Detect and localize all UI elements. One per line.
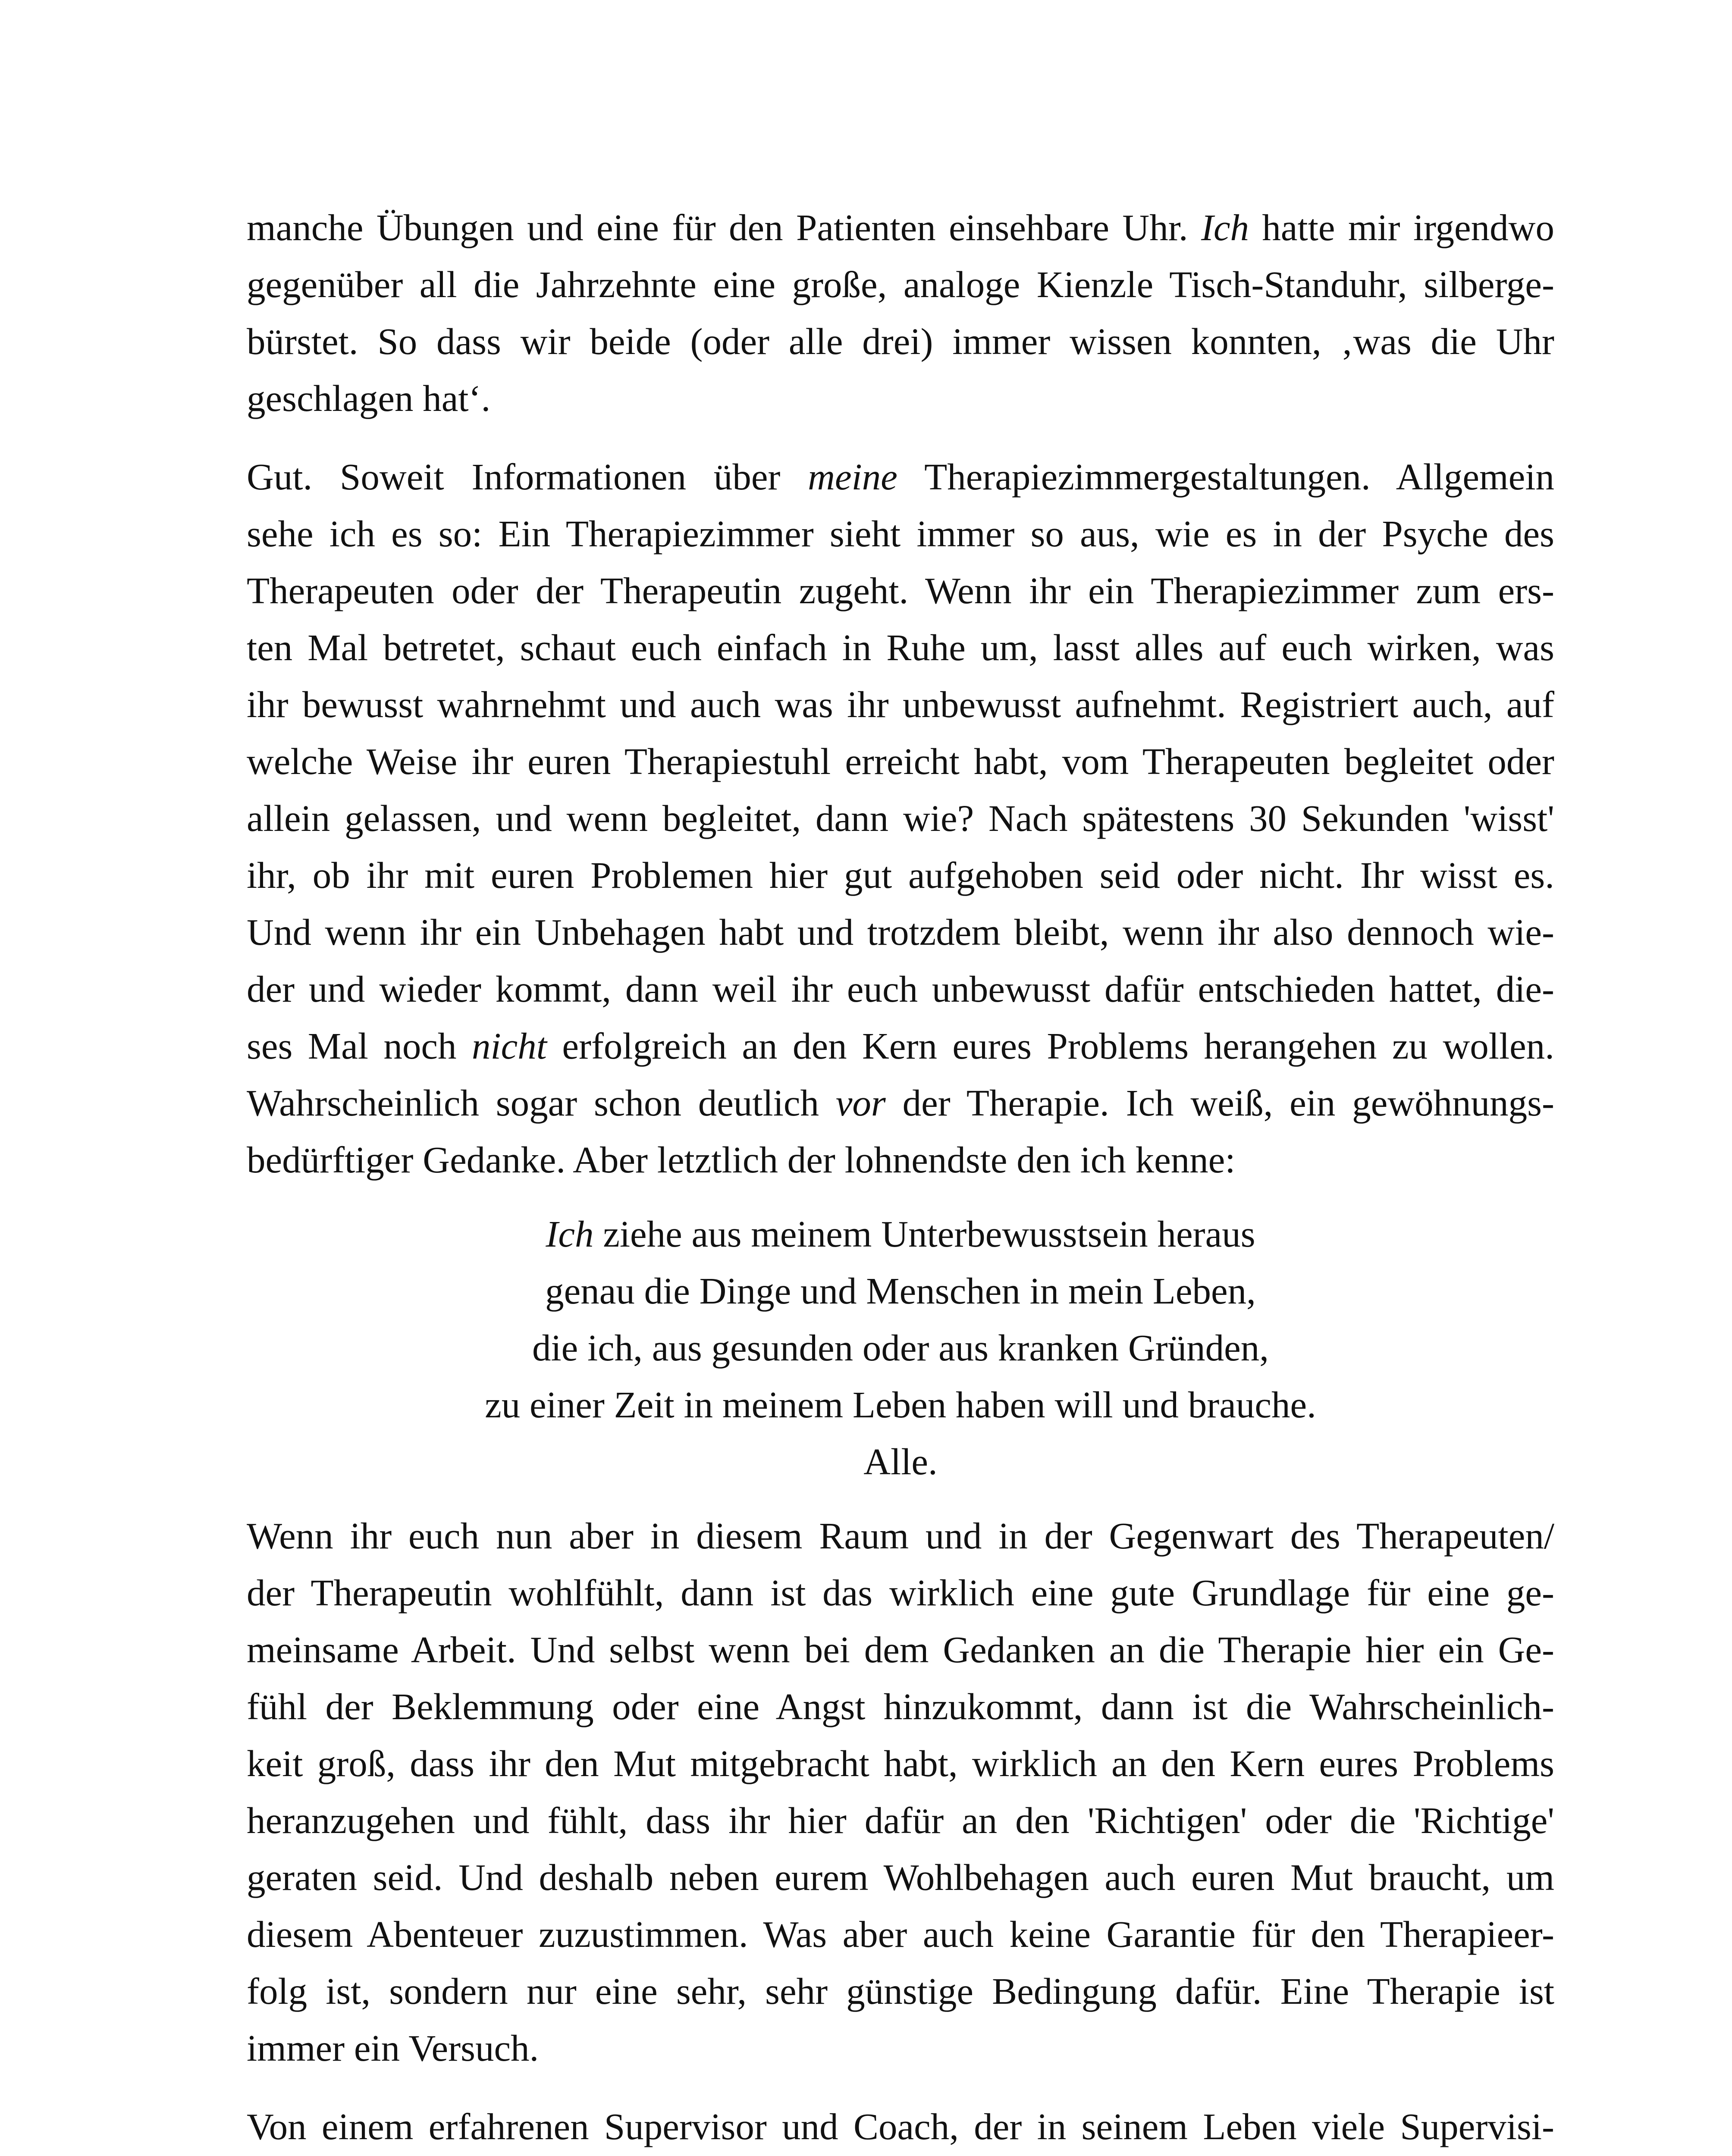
text-line — [247, 1018, 1554, 1075]
text-run: folg ist, sondern nur eine sehr, sehr günstige Bedingung dafür. Eine Therapie ist — [247, 1970, 1554, 2012]
text-run: erfolgreich an den Kern eures Problems herangehen zu wollen. — [546, 1025, 1554, 1067]
text-line — [247, 562, 1554, 619]
text-run: ten Mal betretet, schaut euch einfach in Ruhe um, lasst alles auf euch wirken, was — [247, 627, 1554, 668]
emphasis-text: Ich — [546, 1213, 594, 1255]
text-run: geraten seid. Und deshalb neben eurem Wohlbehagen auch euren Mut braucht, um — [247, 1856, 1554, 1898]
text-line — [247, 1507, 1554, 1564]
text-run: sehe ich es so: Ein Therapiezimmer sieht immer so aus, wie es in der Psyche des — [247, 513, 1554, 555]
text-run: heranzugehen und fühlt, dass ihr hier dafür an den 'Richtigen' oder die 'Richtige' — [247, 1799, 1554, 1841]
text-run: diesem Abenteuer zuzustimmen. Was aber auch keine Garantie für den Therapieer- — [247, 1913, 1554, 1955]
text-line — [247, 2020, 1554, 2077]
text-run: bürstet. So dass wir beide (oder alle drei) immer wissen konnten, ‚was die Uhr — [247, 320, 1554, 362]
text-run: gegenüber all die Jahrzehnte eine große, analoge Kienzle Tisch-Standuhr, silberge- — [247, 263, 1554, 305]
text-run: hatte mir irgendwo — [1249, 207, 1554, 248]
verse-block — [247, 1206, 1554, 1490]
text-run: ses Mal noch — [247, 1025, 472, 1067]
text-line — [247, 847, 1554, 904]
text-run: Gut. Soweit Informationen über — [247, 456, 808, 498]
text-line — [247, 448, 1554, 505]
text-run: Alle. — [863, 1441, 938, 1482]
text-run: zu einer Zeit in meinem Leben haben will und brauche. — [485, 1384, 1316, 1426]
text-run: allein gelassen, und wenn begleitet, dann wie? Nach spätestens 30 Sekunden 'wisst' — [247, 797, 1554, 839]
text-line — [247, 505, 1554, 562]
text-line — [247, 370, 1554, 427]
text-line — [247, 1735, 1554, 1792]
text-line — [247, 256, 1554, 313]
emphasis-text: vor — [835, 1082, 886, 1124]
text-line — [247, 1849, 1554, 1906]
paragraph — [247, 1507, 1554, 2077]
text-run: geschlagen hat‘. — [247, 377, 491, 419]
text-run: Wahrscheinlich sogar schon deutlich — [247, 1082, 836, 1124]
text-run: der Therapeutin wohlfühlt, dann ist das wirklich eine gute Grundlage für eine ge- — [247, 1572, 1554, 1614]
text-line — [247, 1621, 1554, 1678]
text-run: Und wenn ihr ein Unbehagen habt und trotzdem bleibt, wenn ihr also dennoch wie- — [247, 911, 1554, 953]
text-run: welche Weise ihr euren Therapiestuhl erreicht habt, vom Therapeuten begleitet oder — [247, 740, 1554, 782]
text-run: immer ein Versuch. — [247, 2027, 539, 2069]
text-run: meinsame Arbeit. Und selbst wenn bei dem Gedanken an die Therapie hier ein Ge- — [247, 1629, 1554, 1670]
text-line — [247, 790, 1554, 847]
paragraph — [247, 2098, 1554, 2156]
paragraph — [247, 448, 1554, 1188]
text-run: bedürftiger Gedanke. Aber letztlich der lohnendste den ich kenne: — [247, 1139, 1236, 1181]
text-line — [247, 199, 1554, 256]
emphasis-text: nicht — [471, 1025, 547, 1067]
text-line — [247, 2098, 1554, 2155]
text-run: die ich, aus gesunden oder aus kranken Gründen, — [532, 1327, 1269, 1369]
text-run: genau die Dinge und Menschen in mein Leben, — [545, 1270, 1256, 1312]
text-line — [247, 1131, 1554, 1188]
text-run: der und wieder kommt, dann weil ihr euch unbewusst dafür entschieden hattet, die- — [247, 968, 1554, 1010]
text-line — [247, 1906, 1554, 1963]
text-line — [247, 733, 1554, 790]
text-line — [247, 676, 1554, 733]
text-line — [247, 904, 1554, 961]
text-run: Therapiezimmergestaltungen. Allgemein — [897, 456, 1554, 498]
verse-line — [247, 1319, 1554, 1376]
text-run: Wenn ihr euch nun aber in diesem Raum und in der Gegenwart des Therapeuten/ — [247, 1515, 1554, 1557]
text-run: der Therapie. Ich weiß, ein gewöhnungs- — [885, 1082, 1555, 1124]
text-line — [247, 1075, 1554, 1131]
emphasis-text: Ich — [1201, 207, 1249, 248]
text-line — [247, 1792, 1554, 1849]
paragraph — [247, 199, 1554, 427]
text-run: Therapeuten oder der Therapeutin zugeht. Wenn ihr ein Therapiezimmer zum ers- — [247, 570, 1554, 611]
text-run: ziehe aus meinem Unterbewusstsein heraus — [593, 1213, 1255, 1255]
text-line — [247, 1678, 1554, 1735]
text-line — [247, 1564, 1554, 1621]
text-run: manche Übungen und eine für den Patienten einsehbare Uhr. — [247, 207, 1201, 248]
verse-line — [247, 1206, 1554, 1263]
text-line — [247, 1963, 1554, 2020]
text-run: fühl der Beklemmung oder eine Angst hinzukommt, dann ist die Wahrscheinlich- — [247, 1686, 1554, 1727]
text-run: keit groß, dass ihr den Mut mitgebracht habt, wirklich an den Kern eures Problems — [247, 1742, 1554, 1784]
text-line — [247, 961, 1554, 1018]
text-line — [247, 313, 1554, 370]
verse-line — [247, 1263, 1554, 1319]
text-line — [247, 619, 1554, 676]
text-run: Von einem erfahrenen Supervisor und Coach, der in seinem Leben viele Supervisi- — [247, 2106, 1554, 2147]
text-run: ihr bewusst wahrnehmt und auch was ihr unbewusst aufnehmt. Registriert auch, auf — [247, 683, 1554, 725]
verse-line — [247, 1376, 1554, 1433]
verse-line — [247, 1433, 1554, 1490]
text-run: ihr, ob ihr mit euren Problemen hier gut aufgehoben seid oder nicht. Ihr wisst es. — [247, 854, 1554, 896]
emphasis-text: meine — [808, 456, 897, 498]
page-body-text — [247, 199, 1554, 2156]
